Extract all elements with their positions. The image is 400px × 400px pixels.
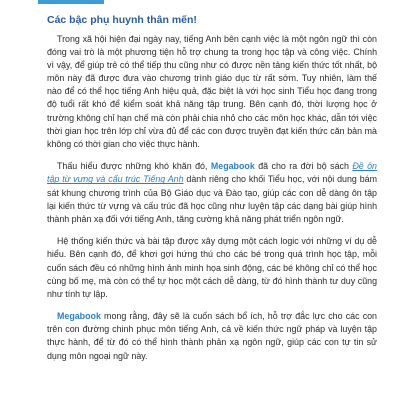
- paragraph-1: Trong xã hội hiện đại ngày nay, tiếng Anh bên cạnh việc là một ngôn ngữ thì còn đóng vai trò là một phương tiện hỗ trợ chung ta trong học tập và công việc. Chính vì vậy, để giúp trẻ có thể tiếp thu cũng như có được nền tảng kiến thức tốt nhất, bộ môn này đã được đưa vào chương trình giáo dục từ rất sớm. Tuy nhiên, làm thế nào để có thể học tiếng Anh hiệu quả, đặc biệt là với học sinh Tiểu học đang trong độ tuổi rất khó để kiểm soát khả năng tập trung. Bên cạnh đó, thời lượng học ở trường không chỉ hạn chế mà còn phải chia nhỏ cho các môn học khác, dẫn tới việc thời gian học trên lớp chỉ vừa đủ để các con được truyền đạt kiến thức căn bản mà không có thời gian cho việc thực hành.: [47, 34, 377, 149]
- paragraph-4: [47, 310, 377, 362]
- paragraph-2-intro: Thấu hiểu được những khó khăn đó,: [57, 161, 211, 172]
- paragraph-4-rest: mong rằng, đây sẽ là cuốn sách bổ ích, hỗ trợ đắc lực cho các con trên con đường chinh phục môn tiếng Anh, cả về kiến thức ngữ pháp và luyện tập thực hành, để từ đó có thể hình thành phản xạ ngôn ngữ, giúp các con tự tin sử dụng môn ngoại ngữ này.: [47, 311, 377, 361]
- paragraph-2-rest: dành riêng cho khối Tiểu học, với nội dung bám sát khung chương trình của Bộ Giáo dục và Đào tạo, giúp các con dễ dàng ôn tập lại kiến thức từ vựng và cấu trúc đã học cũng như luyện tập các dạng bài giúp hình thành phản xạ đối với tiếng Anh, tăng cường khả năng phát triển ngôn ngữ.: [47, 174, 377, 224]
- paragraph-2-middle: đã cho ra đời bộ sách: [254, 161, 353, 172]
- greeting-heading: Các bậc phụ huynh thân mến!: [47, 14, 197, 26]
- preface-content: [47, 14, 377, 372]
- paragraph-3: Hệ thống kiến thức và bài tập được xây dựng một cách logic với những ví dụ dễ hiểu. Bên cạnh đó, để khơi gợi hứng thú cho các bé trong quá trình học tập, mỗi cuốn sách đều có những hình ảnh minh họa sinh động, các bé không chỉ có thể học cùng bố mẹ, mà còn có thể tự học một cách dễ dàng, từ đó hình thành tư duy cũng như tính tự lập.: [47, 236, 377, 299]
- brand-name: Megabook: [210, 161, 255, 172]
- header-accent-bar: [38, 0, 104, 4]
- brand-name: Megabook: [57, 311, 101, 322]
- paragraph-2: [47, 160, 377, 225]
- book-title-link[interactable]: Đề ôn tập từ vựng và cấu trúc Tiếng Anh: [47, 161, 377, 185]
